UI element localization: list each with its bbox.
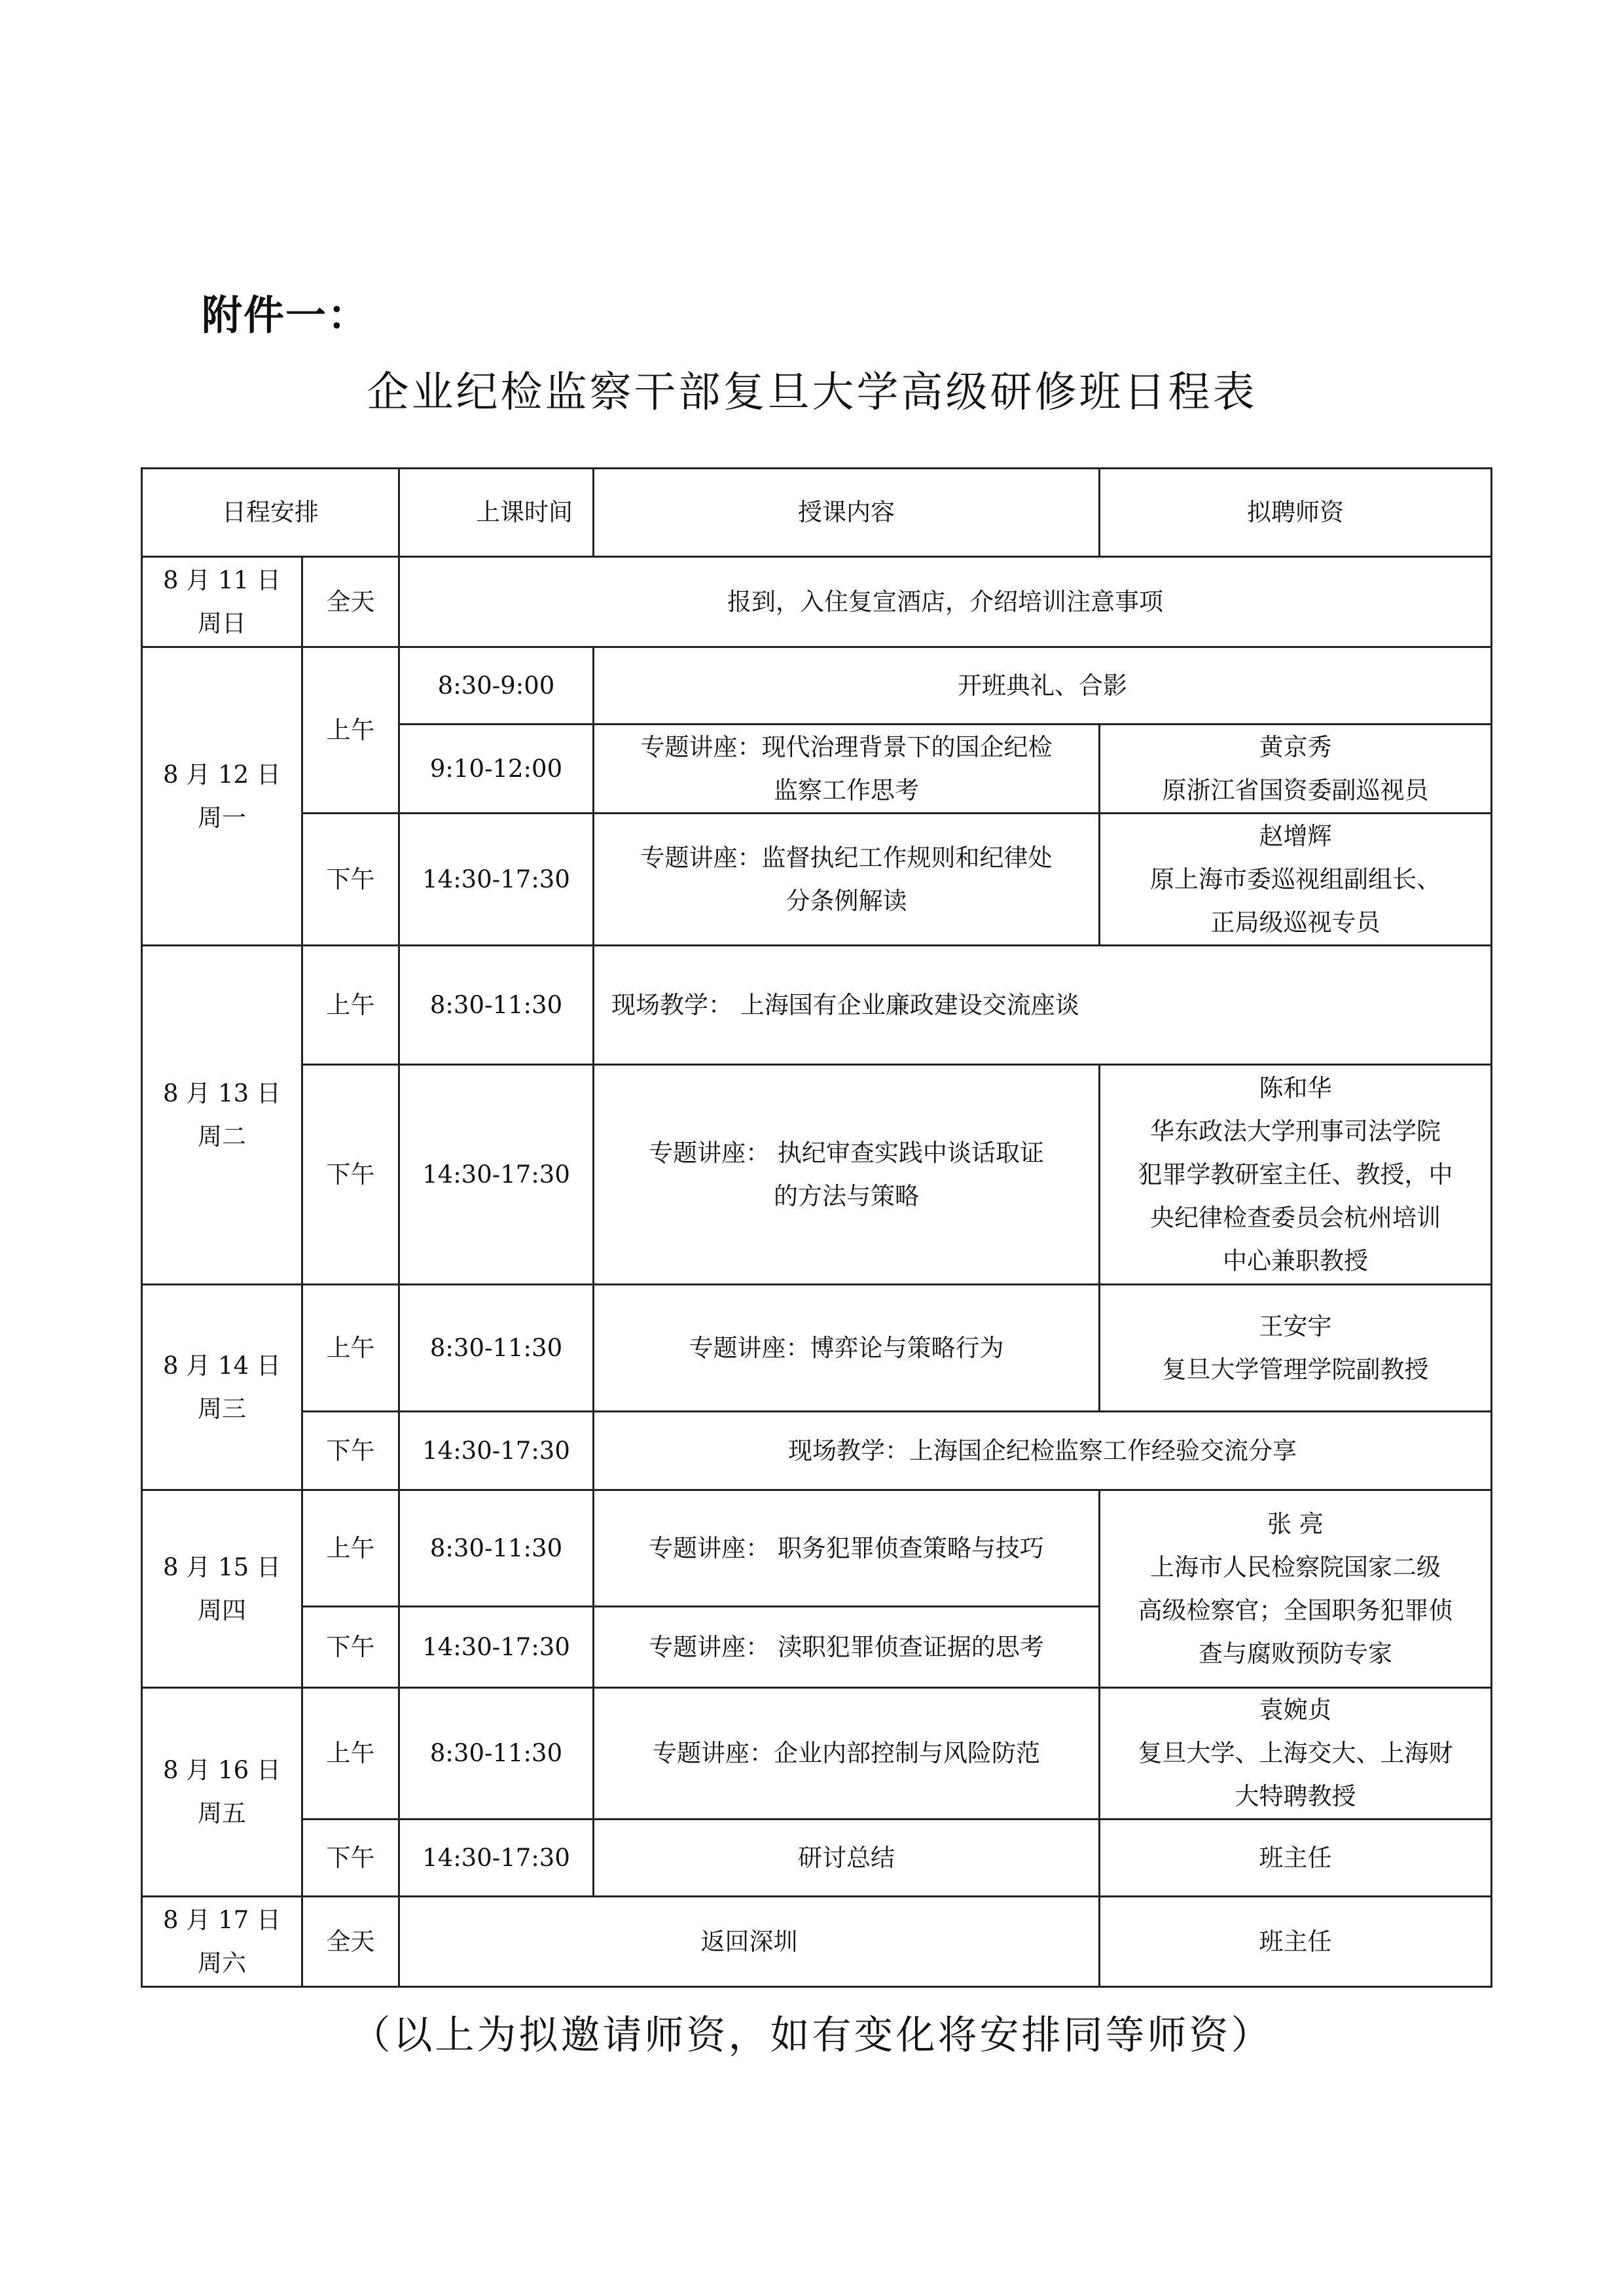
table-row <box>142 1412 1492 1490</box>
content-cell: 专题讲座： 执纪审查实践中谈话取证 的方法与策略 <box>594 1065 1100 1285</box>
teacher-cell: 黄京秀 原浙江省国资委副巡视员 <box>1100 725 1492 814</box>
time-cell: 9:10-12:00 <box>399 725 594 814</box>
time-cell: 8:30-11:30 <box>399 1285 594 1412</box>
content-cell: 返回深圳 <box>399 1897 1100 1987</box>
period-cell: 下午 <box>302 1412 399 1490</box>
content-cell: 开班典礼、合影 <box>594 647 1492 725</box>
page-title: 企业纪检监察干部复旦大学高级研修班日程表 <box>367 368 1257 417</box>
period-cell: 全天 <box>302 1897 399 1987</box>
period-cell: 下午 <box>302 1820 399 1897</box>
header-teacher: 拟聘师资 <box>1100 469 1492 557</box>
content-cell: 专题讲座： 渎职犯罪侦查证据的思考 <box>594 1607 1100 1688</box>
teacher-cell: 王安宇 复旦大学管理学院副教授 <box>1100 1285 1492 1412</box>
teacher-cell: 陈和华 华东政法大学刑事司法学院 犯罪学教研室主任、教授，中 央纪律检查委员会杭州培训 中心兼职教授 <box>1100 1065 1492 1285</box>
period-cell: 全天 <box>302 557 399 647</box>
teacher-cell: 张 亮 上海市人民检察院国家二级 高级检察官；全国职务犯罪侦 查与腐败预防专家 <box>1100 1490 1492 1688</box>
content-cell: 专题讲座：现代治理背景下的国企纪检 监察工作思考 <box>594 725 1100 814</box>
time-cell: 14:30-17:30 <box>399 1412 594 1490</box>
date-cell: 8 月 12 日 周一 <box>142 647 302 946</box>
content-cell: 现场教学：上海国企纪检监察工作经验交流分享 <box>594 1412 1492 1490</box>
table-row <box>142 1897 1492 1987</box>
period-cell: 上午 <box>302 1490 399 1607</box>
table-row <box>142 946 1492 1065</box>
header-time: 上课时间 <box>399 469 594 557</box>
header-content: 授课内容 <box>594 469 1100 557</box>
date-cell: 8 月 15 日 周四 <box>142 1490 302 1688</box>
table-row <box>142 1820 1492 1897</box>
content-cell: 专题讲座： 职务犯罪侦查策略与技巧 <box>594 1490 1100 1607</box>
period-cell: 上午 <box>302 946 399 1065</box>
table-row <box>142 647 1492 725</box>
table-row <box>142 1285 1492 1412</box>
time-cell: 14:30-17:30 <box>399 814 594 946</box>
teacher-cell: 袁婉贞 复旦大学、上海交大、上海财 大特聘教授 <box>1100 1688 1492 1820</box>
footnote: （以上为拟邀请师资，如有变化将安排同等师资） <box>351 2013 1273 2058</box>
time-cell: 14:30-17:30 <box>399 1607 594 1688</box>
header-schedule: 日程安排 <box>142 469 399 557</box>
teacher-cell: 班主任 <box>1100 1820 1492 1897</box>
time-cell: 8:30-11:30 <box>399 1490 594 1607</box>
period-cell: 上午 <box>302 1285 399 1412</box>
date-cell: 8 月 13 日 周二 <box>142 946 302 1285</box>
date-cell: 8 月 17 日 周六 <box>142 1897 302 1987</box>
content-cell: 专题讲座：企业内部控制与风险防范 <box>594 1688 1100 1820</box>
table-row <box>142 814 1492 946</box>
time-cell: 8:30-11:30 <box>399 1688 594 1820</box>
date-cell: 8 月 14 日 周三 <box>142 1285 302 1490</box>
content-cell: 现场教学： 上海国有企业廉政建设交流座谈 <box>594 946 1492 1065</box>
date-cell: 8 月 11 日 周日 <box>142 557 302 647</box>
schedule-table <box>141 467 1492 1988</box>
time-cell: 14:30-17:30 <box>399 1820 594 1897</box>
content-cell: 专题讲座：监督执纪工作规则和纪律处 分条例解读 <box>594 814 1100 946</box>
teacher-cell: 赵增辉 原上海市委巡视组副组长、 正局级巡视专员 <box>1100 814 1492 946</box>
date-cell: 8 月 16 日 周五 <box>142 1688 302 1897</box>
teacher-cell: 班主任 <box>1100 1897 1492 1987</box>
content-cell: 研讨总结 <box>594 1820 1100 1897</box>
time-cell: 14:30-17:30 <box>399 1065 594 1285</box>
content-cell: 专题讲座：博弈论与策略行为 <box>594 1285 1100 1412</box>
period-cell: 上午 <box>302 1688 399 1820</box>
period-cell: 下午 <box>302 1065 399 1285</box>
table-row <box>142 557 1492 647</box>
table-row <box>142 1688 1492 1820</box>
content-cell: 报到，入住复宣酒店，介绍培训注意事项 <box>399 557 1492 647</box>
attachment-label: 附件一： <box>202 291 370 339</box>
period-cell: 下午 <box>302 814 399 946</box>
table-row <box>142 1490 1492 1607</box>
table-row <box>142 1065 1492 1285</box>
period-cell: 上午 <box>302 647 399 814</box>
period-cell: 下午 <box>302 1607 399 1688</box>
table-header-row <box>142 469 1492 557</box>
time-cell: 8:30-11:30 <box>399 946 594 1065</box>
time-cell: 8:30-9:00 <box>399 647 594 725</box>
